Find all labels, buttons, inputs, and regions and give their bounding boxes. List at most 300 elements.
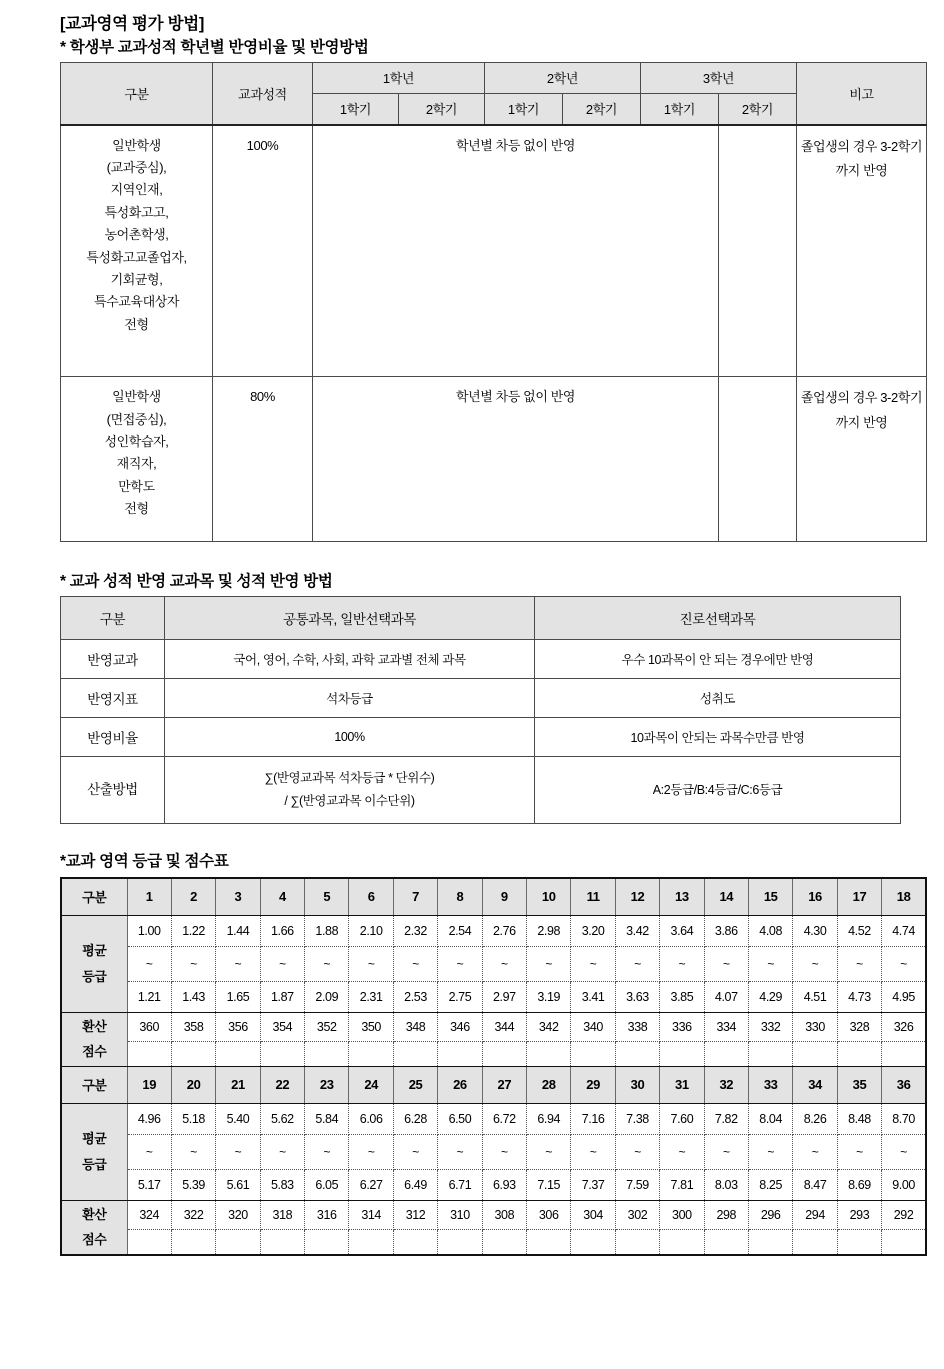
row-label-sanchul-bangbeop: 산출방법 xyxy=(61,757,165,824)
gubun-cell: 10 xyxy=(527,878,571,916)
row-label-average-grade xyxy=(61,915,127,1012)
grade-to-cell: 4.73 xyxy=(837,981,881,1012)
score-cell: 308 xyxy=(482,1200,526,1229)
grade-to-cell: 7.59 xyxy=(615,1169,659,1200)
row2-gubun-line: 재직자, xyxy=(116,456,157,472)
grade-from-cell: 6.94 xyxy=(527,1103,571,1134)
grade-from-cell: 2.98 xyxy=(527,915,571,946)
score-spacer xyxy=(571,1041,615,1066)
score-spacer xyxy=(393,1041,437,1066)
row-label-banyeong-jipyo: 반영지표 xyxy=(61,679,165,718)
score-spacer xyxy=(660,1229,704,1255)
grade-to-cell: 5.61 xyxy=(216,1169,260,1200)
score-cell: 352 xyxy=(305,1012,349,1041)
row1-gubun-line: 특성화고교졸업자, xyxy=(86,249,187,265)
score-cell: 300 xyxy=(660,1200,704,1229)
score-cell: 314 xyxy=(349,1200,393,1229)
table-row xyxy=(61,377,927,542)
range-tilde: ~ xyxy=(660,946,704,981)
grade-to-cell: 2.31 xyxy=(349,981,393,1012)
grade-to-cell: 2.97 xyxy=(482,981,526,1012)
cell-common-subjects: 국어, 영어, 수학, 사회, 과학 교과별 전체 과목 xyxy=(165,640,535,679)
gubun-cell: 34 xyxy=(793,1066,837,1103)
row-label-banyeong-gyogwa: 반영교과 xyxy=(61,640,165,679)
range-tilde: ~ xyxy=(482,946,526,981)
reflection-ratio-table xyxy=(60,62,927,543)
range-tilde: ~ xyxy=(748,1134,792,1169)
gubun-cell: 4 xyxy=(260,878,304,916)
score-spacer xyxy=(793,1041,837,1066)
table-header-row xyxy=(61,878,926,916)
document-title: [교과영역 평가 방법] xyxy=(60,15,205,33)
score-spacer xyxy=(305,1041,349,1066)
score-cell: 350 xyxy=(349,1012,393,1041)
score-cell: 306 xyxy=(527,1200,571,1229)
grade-from-cell: 7.16 xyxy=(571,1103,615,1134)
range-tilde: ~ xyxy=(615,1134,659,1169)
gubun-cell: 14 xyxy=(704,878,748,916)
gubun-cell: 27 xyxy=(482,1066,526,1103)
grade-from-cell: 3.64 xyxy=(660,915,704,946)
range-tilde: ~ xyxy=(127,946,171,981)
score-spacer xyxy=(171,1041,215,1066)
row1-gubun-line: 농어촌학생, xyxy=(104,227,169,243)
score-spacer xyxy=(527,1229,571,1255)
score-cell: 332 xyxy=(748,1012,792,1041)
row1-method: 학년별 차등 없이 반영 xyxy=(313,125,719,377)
score-spacer xyxy=(837,1229,881,1255)
range-tilde: ~ xyxy=(260,1134,304,1169)
grade-to-cell: 3.41 xyxy=(571,981,615,1012)
table-row xyxy=(61,757,901,824)
row1-gubun-line: (교과중심), xyxy=(106,160,167,176)
score-spacer xyxy=(748,1041,792,1066)
label-line-2: 점수 xyxy=(82,1044,107,1060)
label-line-1: 환산 xyxy=(82,1018,107,1034)
grade-from-cell: 2.76 xyxy=(482,915,526,946)
range-tilde: ~ xyxy=(216,946,260,981)
cell-common-indicator: 석차등급 xyxy=(165,679,535,718)
range-tilde: ~ xyxy=(527,946,571,981)
header-g2-sem2: 2학기 xyxy=(563,93,641,125)
label-line-2: 등급 xyxy=(82,968,107,984)
grade-from-cell: 6.06 xyxy=(349,1103,393,1134)
header-grade-3: 3학년 xyxy=(641,62,797,93)
gubun-cell: 36 xyxy=(882,1066,926,1103)
score-spacer xyxy=(349,1041,393,1066)
range-tilde: ~ xyxy=(349,946,393,981)
score-spacer xyxy=(482,1229,526,1255)
range-tilde: ~ xyxy=(527,1134,571,1169)
score-spacer xyxy=(305,1229,349,1255)
gubun-cell: 28 xyxy=(527,1066,571,1103)
formula-line-1: ∑(반영교과목 석차등급 * 단위수) xyxy=(264,771,435,786)
grade-from-cell: 8.70 xyxy=(882,1103,926,1134)
grade-from-cell: 5.18 xyxy=(171,1103,215,1134)
gubun-cell: 7 xyxy=(393,878,437,916)
grade-to-cell: 6.05 xyxy=(305,1169,349,1200)
table-row-spacer xyxy=(61,1229,926,1255)
grade-to-cell: 9.00 xyxy=(882,1169,926,1200)
gubun-cell: 5 xyxy=(305,878,349,916)
row2-ratio: 80% xyxy=(213,377,313,542)
row1-gubun-line: 특성화고고, xyxy=(104,204,169,220)
grade-from-cell: 2.10 xyxy=(349,915,393,946)
row2-gubun-line: (면접중심), xyxy=(106,411,167,427)
score-spacer xyxy=(527,1041,571,1066)
score-cell: 292 xyxy=(882,1200,926,1229)
score-cell: 328 xyxy=(837,1012,881,1041)
table-row xyxy=(61,1134,926,1169)
score-spacer xyxy=(837,1041,881,1066)
row1-gubun-line: 기회균형, xyxy=(110,271,163,287)
row1-ratio: 100% xyxy=(213,125,313,377)
grade-to-cell: 5.17 xyxy=(127,1169,171,1200)
range-tilde: ~ xyxy=(260,946,304,981)
table-row xyxy=(61,1012,926,1041)
gubun-cell: 6 xyxy=(349,878,393,916)
label-line-1: 평균 xyxy=(82,1131,107,1147)
score-spacer xyxy=(393,1229,437,1255)
grade-to-cell: 8.25 xyxy=(748,1169,792,1200)
header-bigo: 비고 xyxy=(797,62,927,125)
range-tilde: ~ xyxy=(349,1134,393,1169)
table-row xyxy=(61,125,927,377)
grade-to-cell: 7.15 xyxy=(527,1169,571,1200)
score-spacer xyxy=(216,1229,260,1255)
grade-to-cell: 2.75 xyxy=(438,981,482,1012)
range-tilde: ~ xyxy=(305,946,349,981)
range-tilde: ~ xyxy=(793,1134,837,1169)
range-tilde: ~ xyxy=(748,946,792,981)
gubun-cell: 12 xyxy=(615,878,659,916)
score-spacer xyxy=(704,1229,748,1255)
score-cell: 304 xyxy=(571,1200,615,1229)
score-cell: 294 xyxy=(793,1200,837,1229)
table-header-row xyxy=(61,1066,926,1103)
row2-gubun-line: 만학도 xyxy=(118,478,155,494)
cell-career-indicator: 성취도 xyxy=(535,679,901,718)
score-cell: 310 xyxy=(438,1200,482,1229)
grade-to-cell: 8.69 xyxy=(837,1169,881,1200)
score-cell: 298 xyxy=(704,1200,748,1229)
row2-g3-sem2-empty xyxy=(719,377,797,542)
row-label-banyeong-biyul: 반영비율 xyxy=(61,718,165,757)
gubun-cell: 18 xyxy=(882,878,926,916)
header-g1-sem1: 1학기 xyxy=(313,93,399,125)
label-line-2: 등급 xyxy=(82,1156,107,1172)
score-spacer xyxy=(882,1041,926,1066)
grade-from-cell: 5.62 xyxy=(260,1103,304,1134)
score-spacer xyxy=(660,1041,704,1066)
cell-common-formula xyxy=(165,757,535,824)
grade-from-cell: 1.00 xyxy=(127,915,171,946)
row1-note: 졸업생의 경우 3-2학기까지 반영 xyxy=(797,125,927,377)
grade-to-cell: 6.93 xyxy=(482,1169,526,1200)
gubun-cell: 11 xyxy=(571,878,615,916)
score-cell: 354 xyxy=(260,1012,304,1041)
grade-to-cell: 6.27 xyxy=(349,1169,393,1200)
grade-to-cell: 1.87 xyxy=(260,981,304,1012)
row2-gubun-line: 전형 xyxy=(124,501,149,517)
score-spacer xyxy=(127,1229,171,1255)
grade-to-cell: 5.83 xyxy=(260,1169,304,1200)
header-g3-sem2: 2학기 xyxy=(719,93,797,125)
range-tilde: ~ xyxy=(438,1134,482,1169)
grade-from-cell: 5.40 xyxy=(216,1103,260,1134)
row1-gubun-line: 지역인재, xyxy=(110,182,163,198)
range-tilde: ~ xyxy=(793,946,837,981)
score-cell: 338 xyxy=(615,1012,659,1041)
score-spacer xyxy=(704,1041,748,1066)
range-tilde: ~ xyxy=(438,946,482,981)
cell-career-subjects: 우수 10과목이 안 되는 경우에만 반영 xyxy=(535,640,901,679)
score-spacer xyxy=(438,1041,482,1066)
table-header-row xyxy=(61,597,901,640)
score-cell: 356 xyxy=(216,1012,260,1041)
score-spacer xyxy=(793,1229,837,1255)
grade-to-cell: 1.65 xyxy=(216,981,260,1012)
grade-to-cell: 8.03 xyxy=(704,1169,748,1200)
header-g2-sem1: 1학기 xyxy=(485,93,563,125)
gubun-cell: 32 xyxy=(704,1066,748,1103)
table-header-row xyxy=(61,62,927,93)
label-line-2: 점수 xyxy=(82,1232,107,1248)
score-cell: 318 xyxy=(260,1200,304,1229)
grade-to-cell: 6.49 xyxy=(393,1169,437,1200)
table-row xyxy=(61,915,926,946)
row2-method: 학년별 차등 없이 반영 xyxy=(313,377,719,542)
gubun-cell: 15 xyxy=(748,878,792,916)
row2-note: 졸업생의 경우 3-2학기까지 반영 xyxy=(797,377,927,542)
gubun-cell: 24 xyxy=(349,1066,393,1103)
table-row xyxy=(61,718,901,757)
range-tilde: ~ xyxy=(882,1134,926,1169)
range-tilde: ~ xyxy=(660,1134,704,1169)
row2-gubun-line: 일반학생 xyxy=(112,389,161,405)
score-cell: 344 xyxy=(482,1012,526,1041)
range-tilde: ~ xyxy=(837,1134,881,1169)
grade-from-cell: 3.42 xyxy=(615,915,659,946)
score-cell: 293 xyxy=(837,1200,881,1229)
score-spacer xyxy=(260,1041,304,1066)
score-spacer xyxy=(171,1229,215,1255)
grade-from-cell: 7.82 xyxy=(704,1103,748,1134)
grade-to-cell: 3.63 xyxy=(615,981,659,1012)
score-cell: 316 xyxy=(305,1200,349,1229)
gubun-cell: 26 xyxy=(438,1066,482,1103)
grade-from-cell: 4.96 xyxy=(127,1103,171,1134)
header-common-subjects: 공통과목, 일반선택과목 xyxy=(165,597,535,640)
header-gubun-block1: 구분 xyxy=(61,878,127,916)
table-row xyxy=(61,1200,926,1229)
gubun-cell: 33 xyxy=(748,1066,792,1103)
table-row xyxy=(61,946,926,981)
grade-from-cell: 6.28 xyxy=(393,1103,437,1134)
grade-to-cell: 1.21 xyxy=(127,981,171,1012)
grade-from-cell: 1.88 xyxy=(305,915,349,946)
score-cell: 334 xyxy=(704,1012,748,1041)
header-gubun-block2: 구분 xyxy=(61,1066,127,1103)
score-cell: 302 xyxy=(615,1200,659,1229)
range-tilde: ~ xyxy=(393,946,437,981)
score-cell: 320 xyxy=(216,1200,260,1229)
gubun-cell: 3 xyxy=(216,878,260,916)
cell-common-ratio: 100% xyxy=(165,718,535,757)
score-cell: 324 xyxy=(127,1200,171,1229)
grade-to-cell: 4.51 xyxy=(793,981,837,1012)
grade-to-cell: 3.85 xyxy=(660,981,704,1012)
score-spacer xyxy=(482,1041,526,1066)
grade-from-cell: 6.72 xyxy=(482,1103,526,1134)
section3-heading: *교과 영역 등급 및 점수표 xyxy=(60,853,229,871)
score-cell: 340 xyxy=(571,1012,615,1041)
gubun-cell: 9 xyxy=(482,878,526,916)
score-spacer xyxy=(127,1041,171,1066)
grade-from-cell: 5.84 xyxy=(305,1103,349,1134)
score-spacer xyxy=(571,1229,615,1255)
row-label-converted-score xyxy=(61,1200,127,1255)
gubun-cell: 1 xyxy=(127,878,171,916)
gubun-cell: 35 xyxy=(837,1066,881,1103)
range-tilde: ~ xyxy=(393,1134,437,1169)
header-gubun: 구분 xyxy=(61,597,165,640)
grade-to-cell: 5.39 xyxy=(171,1169,215,1200)
gubun-cell: 19 xyxy=(127,1066,171,1103)
score-cell: 358 xyxy=(171,1012,215,1041)
grade-from-cell: 6.50 xyxy=(438,1103,482,1134)
row-label-average-grade xyxy=(61,1103,127,1200)
label-line-1: 평균 xyxy=(82,943,107,959)
grade-to-cell: 7.37 xyxy=(571,1169,615,1200)
score-spacer xyxy=(615,1229,659,1255)
range-tilde: ~ xyxy=(571,1134,615,1169)
row2-gubun xyxy=(61,377,213,542)
grade-to-cell: 2.09 xyxy=(305,981,349,1012)
table-row-spacer xyxy=(61,1041,926,1066)
table-row xyxy=(61,981,926,1012)
table-row xyxy=(61,1103,926,1134)
grade-to-cell: 6.71 xyxy=(438,1169,482,1200)
gubun-cell: 16 xyxy=(793,878,837,916)
gubun-cell: 17 xyxy=(837,878,881,916)
grade-from-cell: 4.74 xyxy=(882,915,926,946)
row-label-converted-score xyxy=(61,1012,127,1066)
row1-gubun-line: 특수교육대상자 xyxy=(93,294,180,310)
gubun-cell: 25 xyxy=(393,1066,437,1103)
grade-from-cell: 1.22 xyxy=(171,915,215,946)
row1-gubun-line: 전형 xyxy=(124,316,149,332)
grade-to-cell: 4.07 xyxy=(704,981,748,1012)
grade-from-cell: 4.08 xyxy=(748,915,792,946)
grade-from-cell: 1.44 xyxy=(216,915,260,946)
section1-heading: * 학생부 교과성적 학년별 반영비율 및 반영방법 xyxy=(60,38,369,56)
header-career-subjects: 진로선택과목 xyxy=(535,597,901,640)
grade-to-cell: 2.53 xyxy=(393,981,437,1012)
score-cell: 336 xyxy=(660,1012,704,1041)
row1-g3-sem2-empty xyxy=(719,125,797,377)
grade-from-cell: 7.38 xyxy=(615,1103,659,1134)
grade-to-cell: 4.29 xyxy=(748,981,792,1012)
score-cell: 296 xyxy=(748,1200,792,1229)
row1-gubun-line: 일반학생 xyxy=(112,137,161,153)
grade-from-cell: 4.52 xyxy=(837,915,881,946)
subject-reflection-table xyxy=(60,596,901,824)
gubun-cell: 21 xyxy=(216,1066,260,1103)
grade-from-cell: 7.60 xyxy=(660,1103,704,1134)
grade-from-cell: 1.66 xyxy=(260,915,304,946)
gubun-cell: 31 xyxy=(660,1066,704,1103)
range-tilde: ~ xyxy=(127,1134,171,1169)
score-spacer xyxy=(438,1229,482,1255)
grade-score-conversion-table xyxy=(60,877,927,1256)
gubun-cell: 2 xyxy=(171,878,215,916)
score-spacer xyxy=(615,1041,659,1066)
table-row xyxy=(61,679,901,718)
score-cell: 326 xyxy=(882,1012,926,1041)
row1-gubun xyxy=(61,125,213,377)
gubun-cell: 13 xyxy=(660,878,704,916)
score-spacer xyxy=(260,1229,304,1255)
cell-career-ratio: 10과목이 안되는 과목수만큼 반영 xyxy=(535,718,901,757)
header-grade-1: 1학년 xyxy=(313,62,485,93)
grade-to-cell: 1.43 xyxy=(171,981,215,1012)
range-tilde: ~ xyxy=(482,1134,526,1169)
header-grade-2: 2학년 xyxy=(485,62,641,93)
row2-gubun-line: 성인학습자, xyxy=(104,433,169,449)
range-tilde: ~ xyxy=(171,946,215,981)
header-g3-sem1: 1학기 xyxy=(641,93,719,125)
range-tilde: ~ xyxy=(216,1134,260,1169)
grade-from-cell: 4.30 xyxy=(793,915,837,946)
table-row xyxy=(61,1169,926,1200)
range-tilde: ~ xyxy=(837,946,881,981)
score-cell: 348 xyxy=(393,1012,437,1041)
score-spacer xyxy=(216,1041,260,1066)
header-gyogwa-seongjeok: 교과성적 xyxy=(213,62,313,125)
grade-from-cell: 8.04 xyxy=(748,1103,792,1134)
grade-to-cell: 7.81 xyxy=(660,1169,704,1200)
gubun-cell: 22 xyxy=(260,1066,304,1103)
table-row xyxy=(61,640,901,679)
score-spacer xyxy=(349,1229,393,1255)
formula-line-2: / ∑(반영교과목 이수단위) xyxy=(284,794,415,809)
grade-to-cell: 8.47 xyxy=(793,1169,837,1200)
grade-to-cell: 3.19 xyxy=(527,981,571,1012)
range-tilde: ~ xyxy=(704,946,748,981)
score-cell: 312 xyxy=(393,1200,437,1229)
grade-from-cell: 2.54 xyxy=(438,915,482,946)
cell-career-formula: A:2등급/B:4등급/C:6등급 xyxy=(535,757,901,824)
gubun-cell: 29 xyxy=(571,1066,615,1103)
gubun-cell: 30 xyxy=(615,1066,659,1103)
range-tilde: ~ xyxy=(615,946,659,981)
grade-to-cell: 4.95 xyxy=(882,981,926,1012)
header-gubun: 구분 xyxy=(61,62,213,125)
gubun-cell: 20 xyxy=(171,1066,215,1103)
gubun-cell: 8 xyxy=(438,878,482,916)
gubun-cell: 23 xyxy=(305,1066,349,1103)
range-tilde: ~ xyxy=(571,946,615,981)
score-cell: 322 xyxy=(171,1200,215,1229)
range-tilde: ~ xyxy=(171,1134,215,1169)
score-spacer xyxy=(748,1229,792,1255)
range-tilde: ~ xyxy=(305,1134,349,1169)
range-tilde: ~ xyxy=(704,1134,748,1169)
grade-from-cell: 8.48 xyxy=(837,1103,881,1134)
header-g1-sem2: 2학기 xyxy=(399,93,485,125)
score-spacer xyxy=(882,1229,926,1255)
